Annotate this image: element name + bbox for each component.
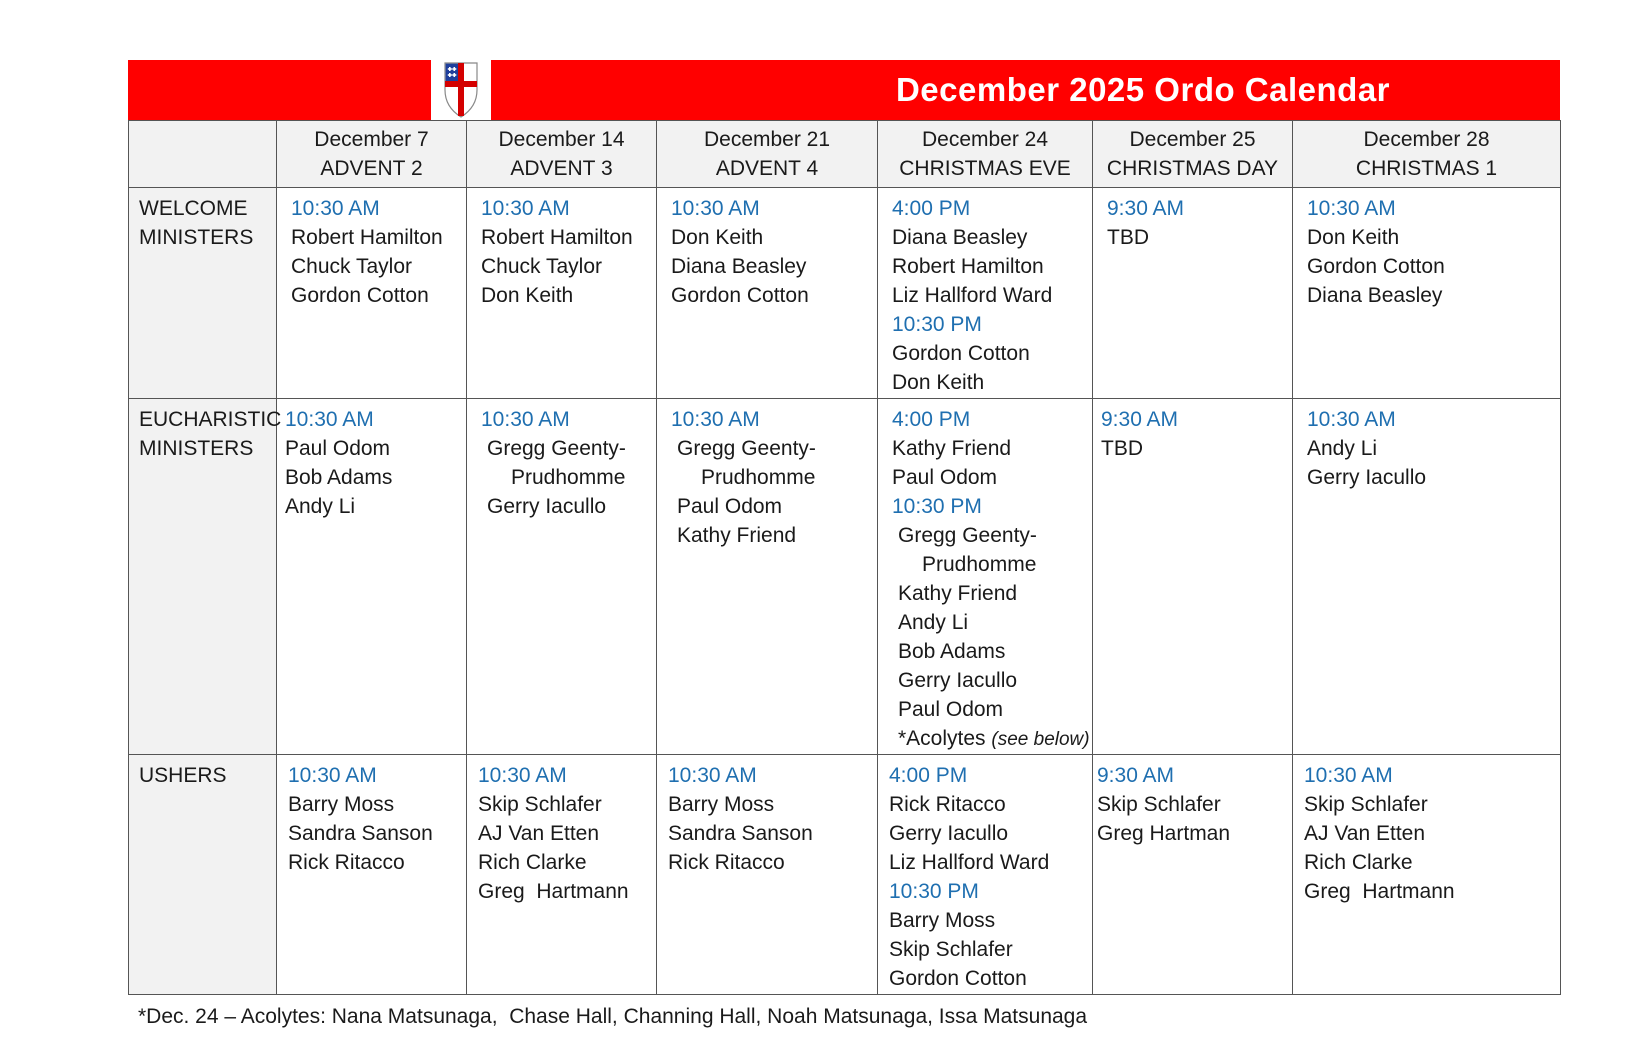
minister-name: Chuck Taylor bbox=[291, 255, 412, 278]
title-banner bbox=[128, 60, 1560, 120]
minister-name: Gerry Iacullo bbox=[898, 669, 1018, 692]
service-time: 10:30 AM bbox=[481, 197, 570, 220]
service-time: 9:30 AM bbox=[1101, 408, 1179, 431]
acolytes-label: *Acolytes bbox=[898, 727, 986, 750]
usher-name: Barry Moss bbox=[889, 909, 996, 932]
minister-name: Don Keith bbox=[481, 284, 574, 307]
header-row bbox=[129, 121, 1561, 188]
row-label-eucharistic bbox=[129, 399, 282, 755]
welcome-dec-14-cell bbox=[467, 188, 657, 399]
minister-name: Gerry Iacullo bbox=[487, 495, 607, 518]
minister-name: Gordon Cotton bbox=[671, 284, 809, 307]
column-date: December 14 bbox=[498, 128, 625, 151]
service-time: 10:30 AM bbox=[291, 197, 380, 220]
minister-name: Paul Odom bbox=[677, 495, 783, 518]
minister-name: Gregg Geenty- bbox=[487, 437, 626, 460]
column-occasion: ADVENT 3 bbox=[510, 157, 613, 180]
episcopal-shield-icon bbox=[431, 60, 491, 120]
service-time: 10:30 PM bbox=[889, 880, 979, 903]
minister-name: Prudhomme bbox=[701, 466, 816, 489]
minister-name: Bob Adams bbox=[285, 466, 393, 489]
minister-name: Don Keith bbox=[892, 371, 985, 394]
minister-name: TBD bbox=[1101, 437, 1143, 460]
usher-name: Skip Schlafer bbox=[1097, 793, 1221, 816]
welcome-dec-7-cell bbox=[277, 188, 467, 399]
service-time: 10:30 PM bbox=[892, 313, 982, 336]
eucharistic-dec-25-cell bbox=[1093, 399, 1293, 755]
column-occasion: ADVENT 4 bbox=[715, 157, 819, 180]
usher-name: Barry Moss bbox=[288, 793, 395, 816]
minister-name: Kathy Friend bbox=[677, 524, 797, 547]
service-time: 10:30 AM bbox=[285, 408, 374, 431]
column-header-dec-14 bbox=[467, 121, 657, 188]
usher-name: Skip Schlafer bbox=[889, 938, 1013, 961]
usher-name: Sandra Sanson bbox=[288, 822, 433, 845]
column-header-dec-25 bbox=[1093, 121, 1293, 188]
minister-name: Chuck Taylor bbox=[481, 255, 602, 278]
row-label-line: WELCOME bbox=[139, 197, 248, 220]
service-time: 9:30 AM bbox=[1107, 197, 1185, 220]
minister-name: Prudhomme bbox=[511, 466, 626, 489]
minister-name: TBD bbox=[1107, 226, 1149, 249]
service-time: 10:30 AM bbox=[288, 764, 377, 787]
service-time: 10:30 AM bbox=[668, 764, 757, 787]
eucharistic-dec-7-cell bbox=[277, 399, 467, 755]
ushers-dec-24-cell bbox=[878, 755, 1093, 995]
service-time: 10:30 AM bbox=[1307, 408, 1396, 431]
ordo-table bbox=[128, 120, 1561, 995]
eucharistic-dec-24-cell bbox=[878, 399, 1093, 755]
column-header-dec-21 bbox=[657, 121, 878, 188]
column-header-dec-7 bbox=[277, 121, 467, 188]
row-label-welcome bbox=[129, 188, 277, 399]
row-label-line: MINISTERS bbox=[139, 226, 254, 249]
service-time: 4:00 PM bbox=[889, 764, 968, 787]
minister-name: Gordon Cotton bbox=[892, 342, 1030, 365]
column-date: December 24 bbox=[921, 128, 1049, 151]
eucharistic-dec-21-cell bbox=[657, 399, 878, 755]
ushers-dec-28-cell bbox=[1293, 755, 1561, 995]
minister-name: Diana Beasley bbox=[892, 226, 1028, 249]
service-time: 10:30 AM bbox=[478, 764, 567, 787]
service-time: 10:30 AM bbox=[481, 408, 570, 431]
usher-name: Rick Ritacco bbox=[668, 851, 785, 874]
minister-name: Diana Beasley bbox=[671, 255, 807, 278]
usher-name: Greg Hartmann bbox=[478, 880, 629, 903]
minister-name: Liz Hallford Ward bbox=[892, 284, 1053, 307]
column-date: December 25 bbox=[1129, 128, 1256, 151]
minister-name: Paul Odom bbox=[898, 698, 1004, 721]
usher-name: Liz Hallford Ward bbox=[889, 851, 1050, 874]
minister-name: Robert Hamilton bbox=[291, 226, 443, 249]
minister-name: Robert Hamilton bbox=[481, 226, 633, 249]
column-header-dec-24 bbox=[878, 121, 1093, 188]
column-date: December 7 bbox=[314, 128, 429, 151]
row-label-ushers bbox=[129, 755, 277, 995]
row-label-line: EUCHARISTIC bbox=[139, 408, 282, 431]
service-time: 10:30 AM bbox=[671, 197, 760, 220]
minister-name: Andy Li bbox=[1307, 437, 1378, 460]
column-occasion: CHRISTMAS EVE bbox=[899, 157, 1071, 180]
row-label-line: MINISTERS bbox=[139, 437, 254, 460]
service-time: 10:30 AM bbox=[1304, 764, 1393, 787]
welcome-dec-25-cell bbox=[1093, 188, 1293, 399]
service-time: 4:00 PM bbox=[892, 197, 971, 220]
eucharistic-ministers-row bbox=[129, 399, 1561, 755]
minister-name: Gerry Iacullo bbox=[1307, 466, 1427, 489]
acolytes-see-below: (see below) bbox=[991, 729, 1090, 750]
minister-name: Gregg Geenty- bbox=[898, 524, 1037, 547]
service-time: 4:00 PM bbox=[892, 408, 971, 431]
minister-name: Diana Beasley bbox=[1307, 284, 1443, 307]
usher-name: Skip Schlafer bbox=[1304, 793, 1428, 816]
usher-name: Rich Clarke bbox=[478, 851, 587, 874]
minister-name: Robert Hamilton bbox=[892, 255, 1044, 278]
column-header-dec-28 bbox=[1293, 121, 1561, 188]
ushers-row bbox=[129, 755, 1561, 995]
welcome-dec-21-cell bbox=[657, 188, 878, 399]
column-occasion: CHRISTMAS DAY bbox=[1106, 157, 1279, 180]
usher-name: Gerry Iacullo bbox=[889, 822, 1009, 845]
acolytes-note bbox=[892, 724, 1092, 754]
column-date: December 21 bbox=[703, 128, 831, 151]
minister-name: Don Keith bbox=[1307, 226, 1400, 249]
welcome-dec-24-cell bbox=[878, 188, 1093, 399]
column-date: December 28 bbox=[1363, 128, 1490, 151]
usher-name: Rick Ritacco bbox=[288, 851, 405, 874]
welcome-dec-28-cell bbox=[1293, 188, 1561, 399]
corner-cell bbox=[129, 121, 277, 188]
usher-name: AJ Van Etten bbox=[1304, 822, 1426, 845]
usher-name: Barry Moss bbox=[668, 793, 775, 816]
eucharistic-dec-14-cell bbox=[467, 399, 657, 755]
minister-name: Prudhomme bbox=[922, 553, 1037, 576]
usher-name: Greg Hartman bbox=[1097, 822, 1231, 845]
minister-name: Gordon Cotton bbox=[291, 284, 429, 307]
usher-name: Greg Hartmann bbox=[1304, 880, 1455, 903]
minister-name: Paul Odom bbox=[892, 466, 998, 489]
minister-name: Kathy Friend bbox=[898, 582, 1018, 605]
service-time: 10:30 PM bbox=[892, 495, 982, 518]
ushers-dec-7-cell bbox=[277, 755, 467, 995]
usher-name: Gordon Cotton bbox=[889, 967, 1027, 990]
column-occasion: ADVENT 2 bbox=[320, 157, 423, 180]
page-title: December 2025 Ordo Calendar bbox=[895, 71, 1391, 108]
usher-name: Rick Ritacco bbox=[889, 793, 1006, 816]
row-label-line: USHERS bbox=[139, 764, 227, 787]
ushers-dec-25-cell bbox=[1093, 755, 1293, 995]
minister-name: Kathy Friend bbox=[892, 437, 1012, 460]
welcome-ministers-row bbox=[129, 188, 1561, 399]
minister-name: Andy Li bbox=[898, 611, 969, 634]
usher-name: Rich Clarke bbox=[1304, 851, 1413, 874]
minister-name: Gregg Geenty- bbox=[677, 437, 816, 460]
usher-name: Sandra Sanson bbox=[668, 822, 813, 845]
column-occasion: CHRISTMAS 1 bbox=[1355, 157, 1498, 180]
eucharistic-dec-28-cell bbox=[1293, 399, 1561, 755]
usher-name: Skip Schlafer bbox=[478, 793, 602, 816]
usher-name: AJ Van Etten bbox=[478, 822, 600, 845]
minister-name: Paul Odom bbox=[285, 437, 391, 460]
minister-name: Andy Li bbox=[285, 495, 356, 518]
acolytes-footnote: *Dec. 24 – Acolytes: Nana Matsunaga, Chase Hall, Channing Hall, Noah Matsunaga, Issa Matsunaga bbox=[138, 1005, 1088, 1028]
service-time: 10:30 AM bbox=[671, 408, 760, 431]
minister-name: Bob Adams bbox=[898, 640, 1006, 663]
service-time: 10:30 AM bbox=[1307, 197, 1396, 220]
minister-name: Gordon Cotton bbox=[1307, 255, 1445, 278]
ushers-dec-14-cell bbox=[467, 755, 657, 995]
service-time: 9:30 AM bbox=[1097, 764, 1175, 787]
minister-name: Don Keith bbox=[671, 226, 764, 249]
ushers-dec-21-cell bbox=[657, 755, 878, 995]
